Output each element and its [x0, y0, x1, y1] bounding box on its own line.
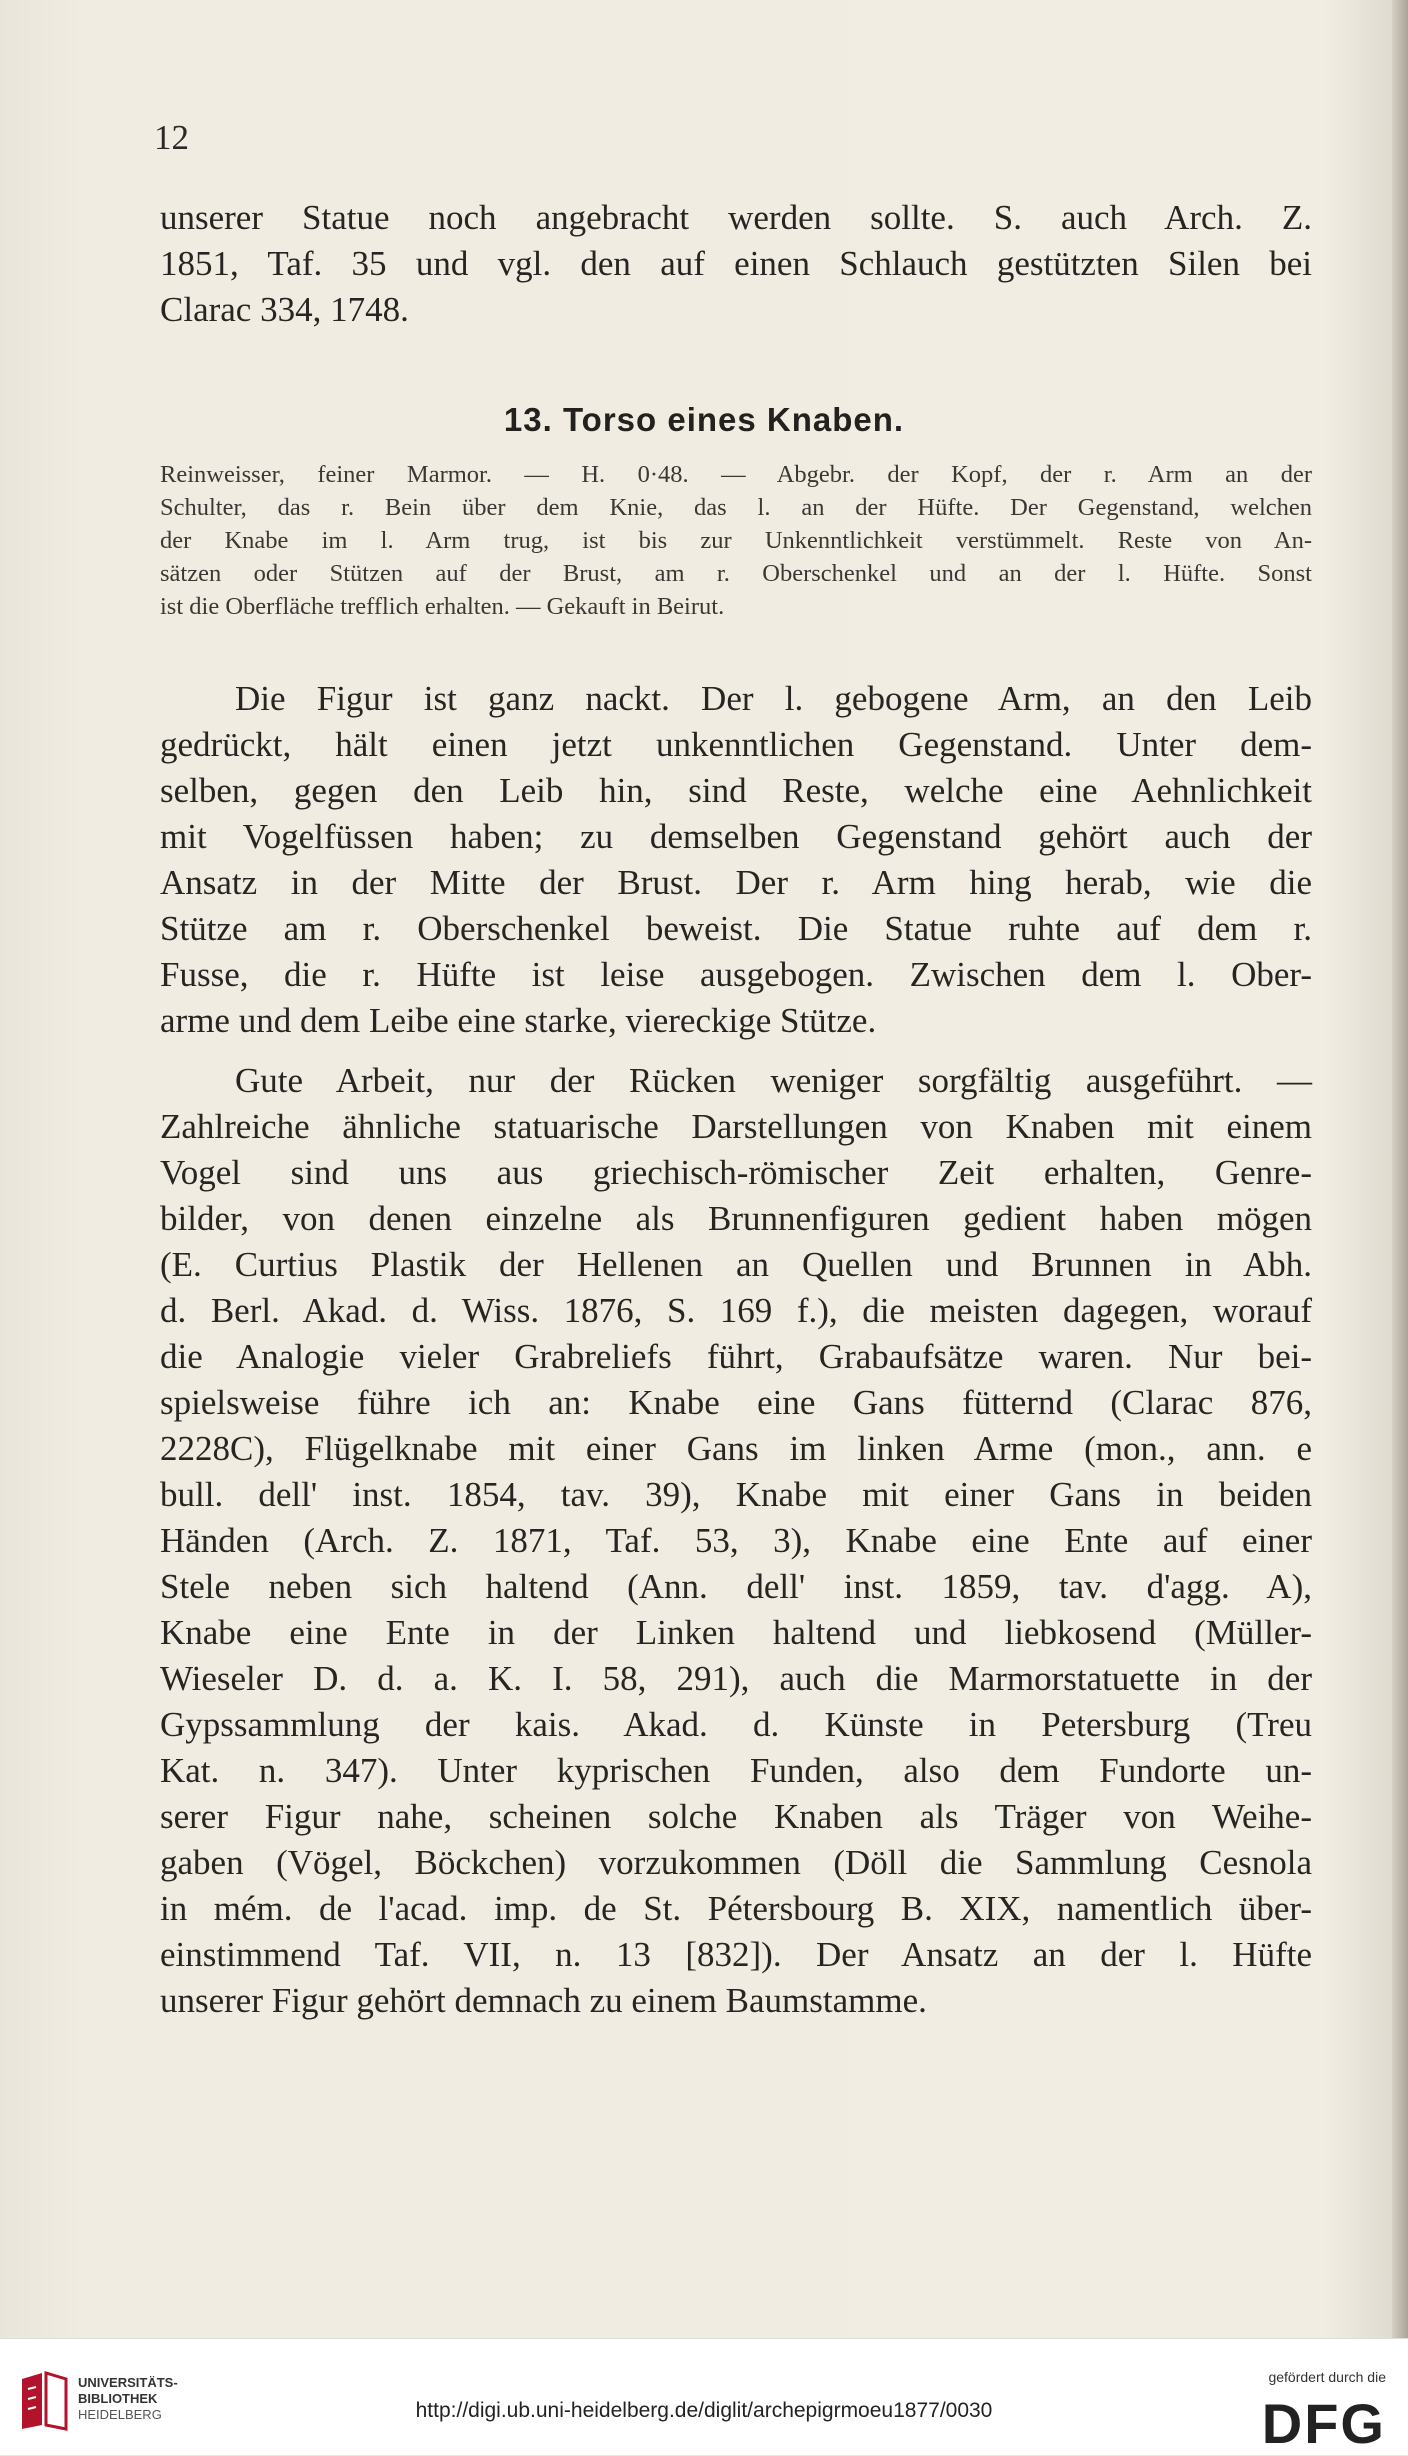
paragraph-line: Wieseler D. d. a. K. I. 58, 291), auch die Marmorstatuette in der [160, 1659, 1312, 1698]
paragraph-line: serer Figur nahe, scheinen solche Knaben als Träger von Weihe- [160, 1797, 1312, 1836]
paragraph-line: Kat. n. 347). Unter kyprischen Funden, also dem Fundorte un- [160, 1751, 1312, 1790]
funding-note: gefördert durch die [1268, 2369, 1386, 2385]
paragraph-line: bull. dell' inst. 1854, tav. 39), Knabe mit einer Gans in beiden [160, 1475, 1312, 1514]
paragraph-line: einstimmend Taf. VII, n. 13 [832]). Der Ansatz an der l. Hüfte [160, 1935, 1312, 1974]
paragraph-line: unserer Figur gehört demnach zu einem Baumstamme. [160, 1981, 927, 2020]
paragraph-line: Ansatz in der Mitte der Brust. Der r. Arm hing herab, wie die [160, 863, 1312, 902]
paragraph-line: die Analogie vieler Grabreliefs führt, Grabaufsätze waren. Nur bei- [160, 1337, 1312, 1376]
text-line: 1851, Taf. 35 und vgl. den auf einen Schlauch gestützten Silen bei [160, 244, 1312, 283]
paragraph-line: Stele neben sich haltend (Ann. dell' inst. 1859, tav. d'agg. A), [160, 1567, 1312, 1606]
library-name-line: HEIDELBERG [78, 2407, 162, 2422]
permalink-url[interactable]: http://digi.ub.uni-heidelberg.de/diglit/archepigrmoeu1877/0030 [415, 2399, 993, 2422]
library-name-line: UNIVERSITÄTS- [78, 2375, 178, 2390]
text-line: unserer Statue noch angebracht werden sollte. S. auch Arch. Z. [160, 198, 1312, 237]
description-line: ist die Oberfläche trefflich erhalten. — Gekauft in Beirut. [160, 593, 725, 620]
body-text [160, 676, 1312, 2024]
paragraph-line: Händen (Arch. Z. 1871, Taf. 53, 3), Knabe eine Ente auf einer [160, 1521, 1312, 1560]
description-line: der Knabe im l. Arm trug, ist bis zur Unkenntlichkeit verstümmelt. Reste von An- [160, 527, 1312, 554]
paragraph-line: gedrückt, hält einen jetzt unkenntlichen Gegenstand. Unter dem- [160, 725, 1312, 764]
paragraph-line: Knabe eine Ente in der Linken haltend und liebkosend (Müller- [160, 1613, 1312, 1652]
page-number: 12 [154, 118, 189, 157]
paragraph-line: mit Vogelfüssen haben; zu demselben Gegenstand gehört auch der [160, 817, 1312, 856]
paragraph-line: selben, gegen den Leib hin, sind Reste, welche eine Aehnlichkeit [160, 771, 1312, 810]
library-name-line: BIBLIOTHEK [78, 2391, 158, 2406]
paragraph-line: Zahlreiche ähnliche statuarische Darstellungen von Knaben mit einem [160, 1107, 1312, 1146]
paragraph-line: in mém. de l'acad. imp. de St. Pétersbourg B. XIX, namentlich über- [160, 1889, 1312, 1928]
paragraph-line: 2228C), Flügelknabe mit einer Gans im linken Arme (mon., ann. e [160, 1429, 1312, 1468]
paragraph-line: Vogel sind uns aus griechisch-römischer Zeit erhalten, Genre- [160, 1153, 1312, 1192]
digitization-footer [0, 2338, 1408, 2455]
page-spine-shadow [1392, 0, 1408, 2454]
description-line: sätzen oder Stützen auf der Brust, am r. Oberschenkel und an der l. Hüfte. Sonst [160, 560, 1312, 587]
paragraph-line: arme und dem Leibe eine starke, viereckige Stütze. [160, 1001, 877, 1040]
text-line: Clarac 334, 1748. [160, 290, 409, 329]
paragraph-line: Stütze am r. Oberschenkel beweist. Die Statue ruhte auf dem r. [160, 909, 1312, 948]
description-line: Reinweisser, feiner Marmor. — H. 0·48. — Abgebr. der Kopf, der r. Arm an der [160, 461, 1312, 488]
paragraph-line: Gypssammlung der kais. Akad. d. Künste in Petersburg (Treu [160, 1705, 1312, 1744]
section-heading: 13. Torso eines Knaben. [503, 401, 905, 438]
paragraph-line: bilder, von denen einzelne als Brunnenfiguren gedient haben mögen [160, 1199, 1312, 1238]
paragraph-line: Gute Arbeit, nur der Rücken weniger sorgfältig ausgeführt. — [235, 1061, 1312, 1100]
paragraph-line: (E. Curtius Plastik der Hellenen an Quellen und Brunnen in Abh. [160, 1245, 1312, 1284]
dfg-logo: DFG [1261, 2392, 1386, 2455]
paragraph-line: spielsweise führe ich an: Knabe eine Gans fütternd (Clarac 876, [160, 1383, 1312, 1422]
paragraph-line: gaben (Vögel, Böckchen) vorzukommen (Döll die Sammlung Cesnola [160, 1843, 1312, 1882]
description-line: Schulter, das r. Bein über dem Knie, das l. an der Hüfte. Der Gegenstand, welchen [160, 494, 1312, 521]
paragraph-line: Die Figur ist ganz nackt. Der l. gebogene Arm, an den Leib [235, 679, 1312, 718]
intro-text [160, 195, 1312, 333]
paragraph-line: d. Berl. Akad. d. Wiss. 1876, S. 169 f.), die meisten dagegen, worauf [160, 1291, 1312, 1330]
paragraph-line: Fusse, die r. Hüfte ist leise ausgebogen. Zwischen dem l. Ober- [160, 955, 1312, 994]
object-description [160, 458, 1312, 623]
